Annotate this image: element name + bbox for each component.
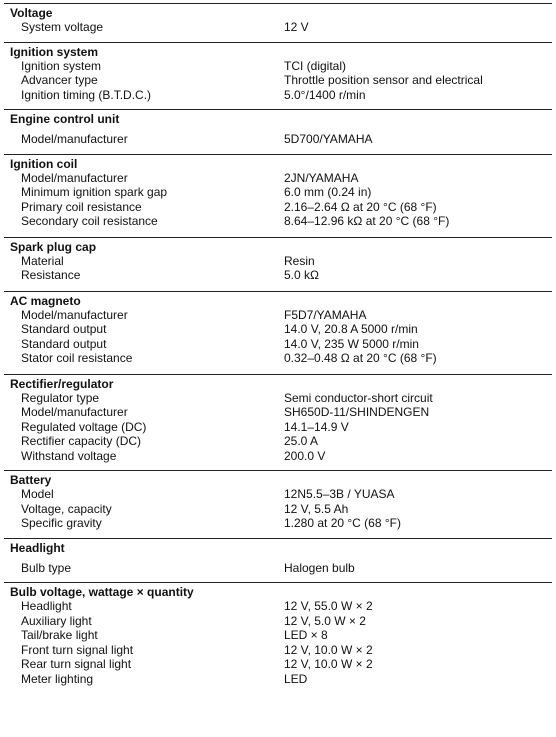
spec-table bbox=[4, 3, 552, 686]
spec-row bbox=[4, 308, 552, 323]
spec-label: Stator coil resistance bbox=[21, 351, 133, 365]
spec-section bbox=[4, 154, 552, 237]
spec-row bbox=[4, 391, 552, 406]
spec-value: Resin bbox=[284, 253, 315, 268]
spec-value: 1.280 at 20 °C (68 °F) bbox=[284, 516, 401, 530]
spec-value: 12 V bbox=[284, 20, 309, 34]
spec-label: Ignition system bbox=[21, 58, 102, 73]
spec-section bbox=[4, 3, 552, 42]
spec-row bbox=[4, 672, 552, 687]
spec-label: Model/manufacturer bbox=[21, 170, 128, 185]
spec-row bbox=[4, 88, 552, 103]
spec-row bbox=[4, 628, 552, 643]
spec-label: Specific gravity bbox=[21, 516, 102, 530]
spec-value: LED × 8 bbox=[284, 628, 328, 642]
spec-label: Advancer type bbox=[21, 73, 98, 87]
spec-value: 12 V, 5.5 Ah bbox=[284, 501, 349, 516]
spec-section bbox=[4, 582, 552, 686]
spec-value: 6.0 mm (0.24 in) bbox=[284, 185, 372, 199]
section-title: Spark plug cap bbox=[10, 239, 97, 254]
spec-label: Model/manufacturer bbox=[21, 307, 128, 322]
spec-value: 5D700/YAMAHA bbox=[284, 132, 373, 146]
spec-label: Material bbox=[21, 253, 64, 268]
spec-label: Secondary coil resistance bbox=[21, 214, 158, 228]
spec-label: Rear turn signal light bbox=[21, 657, 132, 671]
section-title: Engine control unit bbox=[10, 112, 120, 126]
spec-row bbox=[4, 171, 552, 186]
section-title: Headlight bbox=[10, 540, 65, 555]
spec-section bbox=[4, 374, 552, 471]
spec-row bbox=[4, 73, 552, 88]
section-title: Bulb voltage, wattage × quantity bbox=[10, 585, 194, 599]
spec-label: Headlight bbox=[21, 599, 72, 613]
spec-label: Bulb type bbox=[21, 560, 72, 575]
spec-value: Halogen bulb bbox=[284, 560, 355, 575]
spec-label: Front turn signal light bbox=[21, 642, 134, 657]
spec-label: Minimum ignition spark gap bbox=[21, 185, 168, 199]
spec-value: 200.0 V bbox=[284, 448, 326, 463]
spec-row bbox=[4, 561, 552, 576]
spec-label: Resistance bbox=[21, 268, 81, 282]
spec-value: SH650D-11/SHINDENGEN bbox=[284, 405, 430, 419]
spec-value: LED bbox=[284, 671, 308, 686]
section-title: Ignition system bbox=[10, 44, 99, 59]
spec-row bbox=[4, 59, 552, 74]
section-title: Battery bbox=[10, 473, 52, 487]
spec-row bbox=[4, 516, 552, 531]
spec-label: Standard output bbox=[21, 322, 107, 336]
spec-value: 2.16–2.64 Ω at 20 °C (68 °F) bbox=[284, 199, 437, 214]
spec-label: Auxiliary light bbox=[21, 613, 92, 628]
spec-label: Model bbox=[21, 487, 54, 501]
spec-section bbox=[4, 291, 552, 374]
spec-section bbox=[4, 538, 552, 583]
spec-value: F5D7/YAMAHA bbox=[284, 307, 367, 322]
spec-label: Voltage, capacity bbox=[21, 501, 112, 516]
spec-value: Throttle position sensor and electrical bbox=[284, 73, 483, 87]
spec-section bbox=[4, 42, 552, 110]
spec-value: 8.64–12.96 kΩ at 20 °C (68 °F) bbox=[284, 214, 450, 228]
spec-value: 12 V, 5.0 W × 2 bbox=[284, 613, 366, 628]
spec-label: Model/manufacturer bbox=[21, 132, 128, 146]
section-title: Ignition coil bbox=[10, 156, 78, 171]
spec-row bbox=[4, 502, 552, 517]
spec-value: 12 V, 55.0 W × 2 bbox=[284, 599, 373, 613]
spec-value: 12N5.5–3B / YUASA bbox=[284, 487, 395, 501]
section-title: Voltage bbox=[10, 6, 53, 20]
spec-label: Model/manufacturer bbox=[21, 405, 128, 419]
spec-label: Primary coil resistance bbox=[21, 199, 142, 214]
spec-value: Semi conductor-short circuit bbox=[284, 390, 433, 405]
spec-row bbox=[4, 132, 552, 147]
spec-row bbox=[4, 20, 552, 35]
spec-value: 25.0 A bbox=[284, 434, 319, 448]
spec-row bbox=[4, 487, 552, 502]
spec-label: Withstand voltage bbox=[21, 448, 117, 463]
spec-label: Standard output bbox=[21, 336, 107, 351]
spec-row bbox=[4, 657, 552, 672]
spec-value: TCI (digital) bbox=[284, 58, 347, 73]
spec-row bbox=[4, 420, 552, 435]
spec-section bbox=[4, 470, 552, 538]
spec-row bbox=[4, 449, 552, 464]
section-title: AC magneto bbox=[10, 293, 81, 308]
spec-label: Regulated voltage (DC) bbox=[21, 419, 147, 434]
spec-label: Regulator type bbox=[21, 390, 100, 405]
spec-label: Ignition timing (B.T.D.C.) bbox=[21, 87, 152, 102]
spec-label: System voltage bbox=[21, 20, 104, 34]
spec-row bbox=[4, 599, 552, 614]
spec-row bbox=[4, 254, 552, 269]
spec-row bbox=[4, 185, 552, 200]
spec-row bbox=[4, 643, 552, 658]
spec-row bbox=[4, 322, 552, 337]
spec-value: 0.32–0.48 Ω at 20 °C (68 °F) bbox=[284, 351, 437, 365]
spec-value: 12 V, 10.0 W × 2 bbox=[284, 642, 373, 657]
spec-value: 14.1–14.9 V bbox=[284, 419, 349, 434]
spec-row bbox=[4, 434, 552, 449]
spec-value: 5.0 kΩ bbox=[284, 268, 319, 282]
spec-row bbox=[4, 200, 552, 215]
spec-value: 2JN/YAMAHA bbox=[284, 170, 359, 185]
spec-row bbox=[4, 268, 552, 283]
spec-value: 14.0 V, 20.8 A 5000 r/min bbox=[284, 322, 418, 336]
spec-row bbox=[4, 337, 552, 352]
spec-row bbox=[4, 214, 552, 229]
spec-label: Tail/brake light bbox=[21, 628, 98, 642]
spec-row bbox=[4, 351, 552, 366]
spec-label: Meter lighting bbox=[21, 671, 94, 686]
spec-section bbox=[4, 109, 552, 154]
spec-section bbox=[4, 237, 552, 291]
spec-label: Rectifier capacity (DC) bbox=[21, 434, 142, 448]
spec-value: 12 V, 10.0 W × 2 bbox=[284, 657, 373, 671]
spec-value: 14.0 V, 235 W 5000 r/min bbox=[284, 336, 419, 351]
spec-row bbox=[4, 614, 552, 629]
spec-row bbox=[4, 405, 552, 420]
section-title: Rectifier/regulator bbox=[10, 376, 114, 391]
spec-value: 5.0°/1400 r/min bbox=[284, 87, 366, 102]
